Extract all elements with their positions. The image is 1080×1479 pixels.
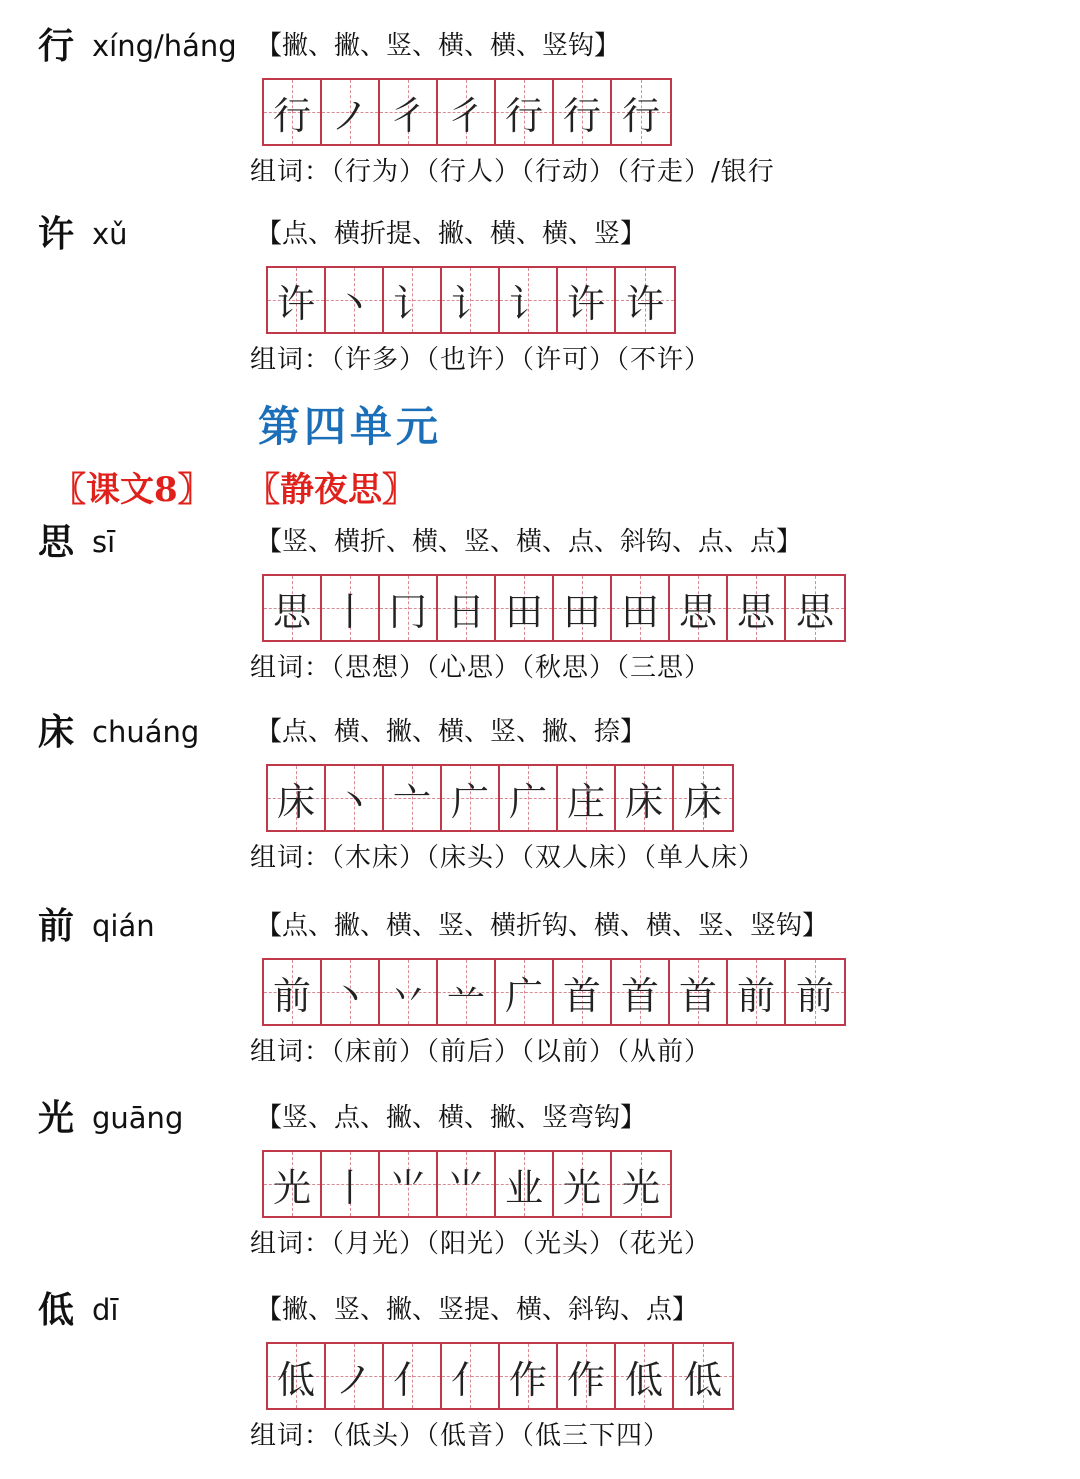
word-examples: 组词：（许多）（也许）（许可）（不许） (250, 345, 712, 375)
grid-cell: 亻 (384, 1344, 442, 1408)
grid-cell: 丶 (322, 960, 380, 1024)
grid-cell: 首 (670, 960, 728, 1024)
grid-cell: 前 (728, 960, 786, 1024)
grid-cell: 低 (616, 1344, 674, 1408)
grid-cell: 讠 (442, 268, 500, 332)
entry-pinyin: dī (92, 1293, 119, 1327)
entry-pinyin: sī (92, 525, 116, 559)
entry-pinyin: qián (92, 909, 155, 943)
grid-cell: 行 (264, 80, 322, 144)
lesson-tag-number: 〖课文8〗 (52, 470, 212, 510)
grid-cell: 业 (496, 1152, 554, 1216)
stroke-grid (266, 1342, 734, 1410)
stroke-grid (266, 266, 676, 334)
stroke-order: 【撇、撇、竖、横、横、竖钩】 (256, 31, 621, 61)
grid-cell: 丶 (326, 268, 384, 332)
grid-cell: 田 (612, 576, 670, 640)
grid-cell: 田 (554, 576, 612, 640)
entry-character: 前 (38, 905, 75, 947)
grid-cell: 广 (500, 766, 558, 830)
grid-cell: 床 (674, 766, 732, 830)
entry-character: 许 (38, 213, 75, 255)
grid-cell: 田 (496, 576, 554, 640)
grid-cell: ⺌ (438, 1152, 496, 1216)
grid-cell: 思 (264, 576, 322, 640)
entry-pinyin: xǔ (92, 217, 128, 251)
grid-cell: 䒑 (438, 960, 496, 1024)
grid-cell: 思 (728, 576, 786, 640)
grid-cell: 讠 (384, 268, 442, 332)
grid-cell: 许 (558, 268, 616, 332)
stroke-order: 【竖、横折、横、竖、横、点、斜钩、点、点】 (256, 527, 803, 557)
grid-cell: 前 (786, 960, 844, 1024)
word-examples: 组词：（思想）（心思）（秋思）（三思） (250, 653, 712, 683)
unit-title: 第四单元 (258, 402, 443, 451)
entry-character: 光 (38, 1097, 75, 1139)
stroke-grid (262, 1150, 672, 1218)
grid-cell: 行 (554, 80, 612, 144)
entry-pinyin: chuáng (92, 715, 200, 749)
grid-cell: 思 (670, 576, 728, 640)
grid-cell: 低 (268, 1344, 326, 1408)
grid-cell: 床 (616, 766, 674, 830)
grid-cell: 低 (674, 1344, 732, 1408)
grid-cell: 亻 (442, 1344, 500, 1408)
grid-cell: 庄 (558, 766, 616, 830)
grid-cell: 光 (554, 1152, 612, 1216)
stroke-order: 【撇、竖、撇、竖提、横、斜钩、点】 (256, 1295, 699, 1325)
grid-cell: 首 (554, 960, 612, 1024)
grid-cell: 行 (612, 80, 670, 144)
entry-character: 思 (38, 521, 75, 563)
grid-cell: 冂 (380, 576, 438, 640)
entry-pinyin: guāng (92, 1101, 184, 1135)
grid-cell: 广 (442, 766, 500, 830)
grid-cell: 广 (496, 960, 554, 1024)
word-examples: 组词：（床前）（前后）（以前）（从前） (250, 1037, 712, 1067)
word-examples: 组词：（低头）（低音）（低三下四） (250, 1421, 671, 1451)
grid-cell: 亠 (384, 766, 442, 830)
grid-cell: 光 (612, 1152, 670, 1216)
stroke-order: 【点、横、撇、横、竖、撇、捺】 (256, 717, 647, 747)
entry-pinyin: xíng/háng (92, 29, 237, 63)
entry-character: 低 (38, 1289, 75, 1331)
stroke-grid (262, 574, 846, 642)
word-examples: 组词：（木床）（床头）（双人床）（单人床） (250, 843, 766, 873)
grid-cell: 作 (558, 1344, 616, 1408)
entry-character: 行 (38, 25, 75, 67)
grid-cell: 彳 (438, 80, 496, 144)
grid-cell: 丷 (380, 960, 438, 1024)
grid-cell: 床 (268, 766, 326, 830)
grid-cell: ノ (322, 80, 380, 144)
stroke-grid (262, 78, 672, 146)
grid-cell: ⺌ (380, 1152, 438, 1216)
grid-cell: 首 (612, 960, 670, 1024)
stroke-order: 【点、横折提、撇、横、横、竖】 (256, 219, 647, 249)
grid-cell: 丨 (322, 576, 380, 640)
lesson-tag-title: 〖静夜思〗 (246, 470, 416, 510)
stroke-grid (262, 958, 846, 1026)
grid-cell: ノ (326, 1344, 384, 1408)
grid-cell: 讠 (500, 268, 558, 332)
stroke-grid (266, 764, 734, 832)
grid-cell: 丨 (322, 1152, 380, 1216)
grid-cell: 许 (268, 268, 326, 332)
grid-cell: 行 (496, 80, 554, 144)
grid-cell: 彳 (380, 80, 438, 144)
grid-cell: 日 (438, 576, 496, 640)
grid-cell: 光 (264, 1152, 322, 1216)
word-examples: 组词：（行为）（行人）（行动）（行走）/银行 (250, 157, 775, 187)
grid-cell: 前 (264, 960, 322, 1024)
entry-character: 床 (38, 711, 75, 753)
grid-cell: 作 (500, 1344, 558, 1408)
stroke-order: 【竖、点、撇、横、撇、竖弯钩】 (256, 1103, 647, 1133)
word-examples: 组词：（月光）（阳光）（光头）（花光） (250, 1229, 712, 1259)
grid-cell: 思 (786, 576, 844, 640)
stroke-order: 【点、撇、横、竖、横折钩、横、横、竖、竖钩】 (256, 911, 829, 941)
grid-cell: 许 (616, 268, 674, 332)
grid-cell: 丶 (326, 766, 384, 830)
